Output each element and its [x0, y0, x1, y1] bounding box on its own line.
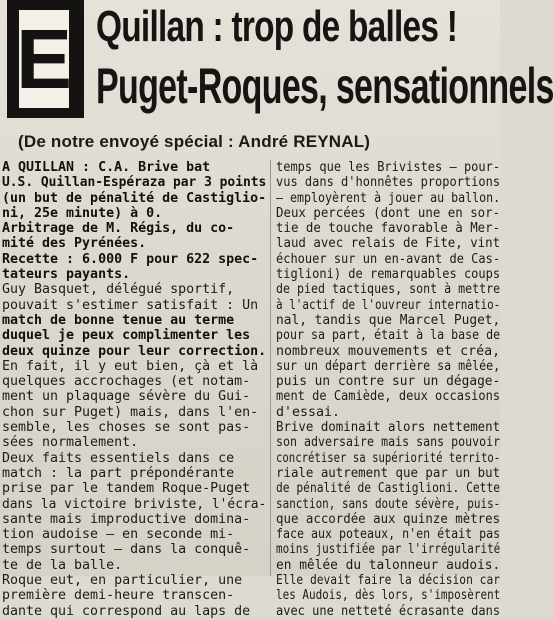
article-text-line: En fait, il y eut bien, çà et là [2, 358, 259, 374]
article-text-line: chon sur Puget) mais, dans l'en- [2, 404, 259, 420]
article-text-line: ni, 25e minute) à 0. [2, 205, 163, 221]
article-text-line: (un but de pénalité de Castiglio- [2, 190, 267, 206]
article-text-line: mité des Pyrénées. [2, 236, 147, 252]
drop-letter-box [7, 0, 84, 118]
article-text-line: sanction, sans doute sévère, puis- [276, 496, 501, 512]
article-text-line: Brive dominait alors nettement [276, 420, 501, 436]
article-text-line: nombreux mouvements et créa, [276, 343, 501, 359]
article-text-line: quelques accrochages (et notam- [2, 374, 251, 390]
article-text-line: prise par le tandem Roque-Puget [2, 481, 251, 497]
article-text-line: d'essai. [276, 404, 341, 420]
article-text-line: te de la balle. [2, 557, 123, 573]
article-text-line: de pied tactiques, sont à mettre [276, 282, 501, 298]
article-text-line: à l'actif de l'ouvreur internatio- [276, 297, 501, 313]
article-text-line: moins justifiée par l'irrégularité [276, 542, 501, 558]
article-text-line: sées normalement. [2, 435, 139, 451]
article-text-line: puis un contre sur un dégage- [276, 374, 501, 390]
article-text-line: échouer sur un en-avant de Cas- [276, 251, 501, 267]
article-text-line: — employèrent à jouer au ballon. [276, 190, 501, 206]
article-text-line: avec une netteté écrasante dans [276, 603, 501, 619]
article-text-line: match : la part prépondérante [2, 465, 235, 481]
article-text-line: ment de Camiède, deux occasions [276, 389, 501, 405]
article-text-line: tiglioni) de remarquables coups [276, 267, 501, 283]
article-text-line: A QUILLAN : C.A. Brive bat [2, 160, 211, 175]
article-text-line: ment un plaquage sévère du Gui- [2, 389, 251, 405]
article-text-line: temps que les Brivistes — pour- [276, 160, 501, 175]
article-text-line: première demi-heure transcen- [2, 588, 235, 604]
article-text-line: sante mais improductive domina- [2, 511, 251, 527]
article-text-line: sur un départ derrière sa mêlée, [276, 358, 501, 374]
drop-letter: E [15, 12, 73, 106]
article-text-line: que accordée aux quinze mètres [276, 511, 501, 527]
article-text-line: temps surtout — dans la conquê- [2, 542, 251, 558]
article-text-line: face aux poteaux, n'en était pas [276, 527, 501, 543]
article-text-line: de pénalité de Castiglioni. Cette [276, 481, 501, 497]
article-text-line: Arbitrage de M. Régis, du co- [2, 221, 235, 237]
article-text-line: dans la victoire briviste, l'écra- [2, 496, 267, 512]
article-text-line: tie de touche favorable à Mer- [276, 221, 501, 237]
article-text-line: concrétiser sa supériorité territo- [276, 450, 501, 466]
article-text-line: Recette : 6.000 F pour 622 spec- [2, 251, 259, 267]
article-text-line: semble, les choses se sont pas- [2, 420, 251, 436]
article-text-line: en mêlée du talonneur audois. [276, 557, 501, 573]
article-text-line: Elle devait faire la décision car [276, 573, 501, 589]
column-divider [270, 160, 271, 576]
byline: (De notre envoyé spécial : André REYNAL) [18, 132, 371, 151]
article-text-line: U.S. Quillan-Espéraza par 3 points [2, 175, 267, 191]
article-text-line: pour sa part, était à la base de [276, 328, 501, 344]
article-text-line: tion audoise — en seconde mi- [2, 527, 235, 543]
article-text-line: son adversaire mais sans pouvoir [276, 435, 501, 451]
article-text-line: riale autrement que par un but [276, 465, 501, 481]
article-text-line: laud avec relais de Fite, vint [276, 236, 501, 252]
article-column-left [2, 160, 266, 619]
article-text-line: dante qui correspond au laps de [2, 603, 251, 619]
article-text-line: pouvait s'estimer satisfait : Un [2, 297, 259, 313]
article-text-line: vus dans d'honnêtes proportions [276, 175, 501, 191]
article-text-line: Roque eut, en particulier, une [2, 573, 243, 589]
article-text-line: Deux faits essentiels dans ce [2, 450, 235, 466]
article-text-line: les Audois, dès lors, s'imposèrent [276, 588, 501, 604]
article-text-line: match de bonne tenue au terme [2, 312, 235, 328]
article-text-line: deux quinze pour leur correction. [2, 343, 267, 359]
article-text-line: duquel je peux complimenter les [2, 328, 251, 344]
article-column-right [276, 160, 500, 619]
headline-line-2: Puget-Roques, sensationnels [96, 58, 554, 114]
article-text-line: Deux percées (dont une en sor- [276, 205, 501, 221]
article-text-line: Guy Basquet, délégué sportif, [2, 282, 235, 298]
headline-line-1: Quillan : trop de balles ! [96, 2, 458, 51]
article-text-line: nal, tandis que Marcel Puget, [276, 312, 501, 328]
article-text-line: tateurs payants. [2, 267, 131, 283]
